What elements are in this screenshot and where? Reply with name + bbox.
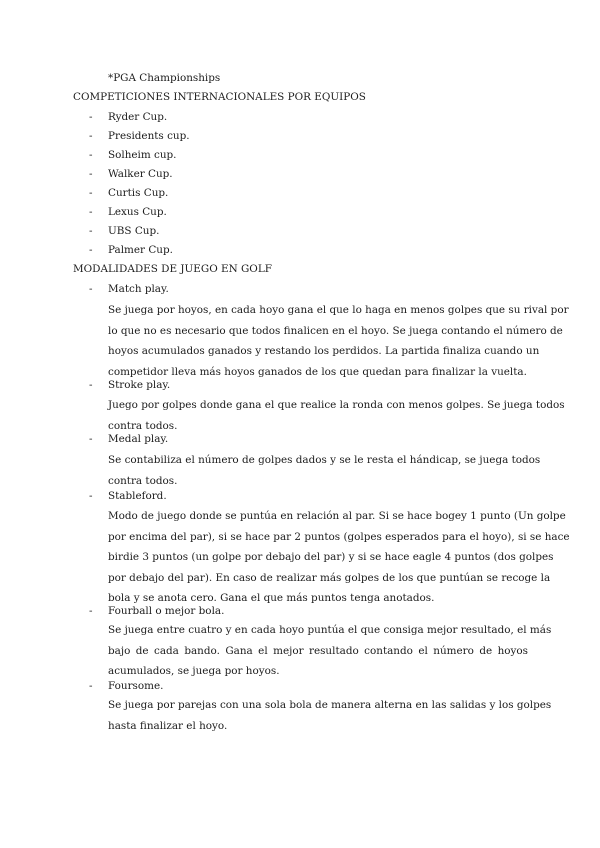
description-line: lo que no es necesario que todos finalicen en el hoyo. Se juega contando el número de <box>108 324 563 337</box>
list-item: Presidents cup. <box>108 130 190 142</box>
list-item: Palmer Cup. <box>108 244 173 256</box>
pga-championships-line: *PGA Championships <box>108 72 221 84</box>
mode-name: Stroke play. <box>108 379 171 391</box>
list-bullet: - <box>89 244 93 256</box>
description-line: bola y se anota cero. Gana el que más puntos tenga anotados. <box>108 592 435 604</box>
list-bullet: - <box>89 187 93 199</box>
game-modes-heading: MODALIDADES DE JUEGO EN GOLF <box>73 263 272 275</box>
description-line: Modo de juego donde se puntúa en relación al par. Si se hace bogey 1 punto (Un golpe <box>108 510 566 522</box>
list-item: UBS Cup. <box>108 225 160 237</box>
description-line: por encima del par), si se hace par 2 puntos (golpes esperados para el hoyo), si se hace <box>108 530 570 543</box>
mode-name: Match play. <box>108 283 169 295</box>
list-bullet: - <box>89 283 93 295</box>
list-bullet: - <box>89 111 93 123</box>
mode-description <box>108 506 570 609</box>
team-competitions-heading: COMPETICIONES INTERNACIONALES POR EQUIPOS <box>73 91 366 103</box>
list-item: Curtis Cup. <box>108 187 169 199</box>
mode-description <box>108 695 552 736</box>
list-bullet: - <box>89 149 93 161</box>
list-item: Ryder Cup. <box>108 111 168 123</box>
description-line: hoyos acumulados ganados y restando los perdidos. La partida finaliza cuando un <box>108 345 540 357</box>
description-line: por debajo del par). En caso de realizar más golpes de los que puntúan se recoge la <box>108 571 551 584</box>
description-line: birdie 3 puntos (un golpe por debajo del par) y si se hace eagle 4 puntos (dos golpes <box>108 551 554 563</box>
description-line: contra todos. <box>108 419 178 432</box>
mode-description <box>108 450 541 491</box>
mode-name: Fourball o mejor bola. <box>108 605 225 617</box>
list-item: Lexus Cup. <box>108 206 167 218</box>
list-bullet: - <box>89 225 93 237</box>
list-bullet: - <box>89 379 93 391</box>
description-line: Se contabiliza el número de golpes dados y se le resta el hándicap, se juega todos <box>108 454 541 466</box>
mode-name: Foursome. <box>108 680 164 692</box>
description-line: Se juega por hoyos, en cada hoyo gana el que lo haga en menos golpes que su rival por <box>108 304 569 316</box>
list-bullet: - <box>89 433 93 445</box>
list-bullet: - <box>89 605 93 617</box>
list-bullet: - <box>89 130 93 142</box>
description-line: acumulados, se juega por hoyos. <box>108 665 280 677</box>
list-item: Walker Cup. <box>108 168 173 180</box>
list-bullet: - <box>89 206 93 218</box>
description-line: hasta finalizar el hoyo. <box>108 719 228 732</box>
description-line: Se juega por parejas con una sola bola de manera alterna en las salidas y los golpes <box>108 699 552 711</box>
mode-description <box>108 620 552 682</box>
list-item: Solheim cup. <box>108 149 177 161</box>
description-line: Se juega entre cuatro y en cada hoyo puntúa el que consiga mejor resultado, el más <box>108 624 552 636</box>
description-line: contra todos. <box>108 474 178 487</box>
description-line: bajo de cada bando. Gana el mejor resultado contando el número de hoyos <box>108 644 528 657</box>
list-bullet: - <box>89 490 93 502</box>
mode-description <box>108 300 569 382</box>
description-line: Juego por golpes donde gana el que realice la ronda con menos golpes. Se juega todos <box>108 399 565 411</box>
mode-name: Medal play. <box>108 433 169 445</box>
list-bullet: - <box>89 168 93 180</box>
mode-name: Stableford. <box>108 490 167 502</box>
description-line: competidor lleva más hoyos ganados de los que quedan para finalizar la vuelta. <box>108 365 527 378</box>
mode-description <box>108 395 565 436</box>
list-bullet: - <box>89 680 93 692</box>
